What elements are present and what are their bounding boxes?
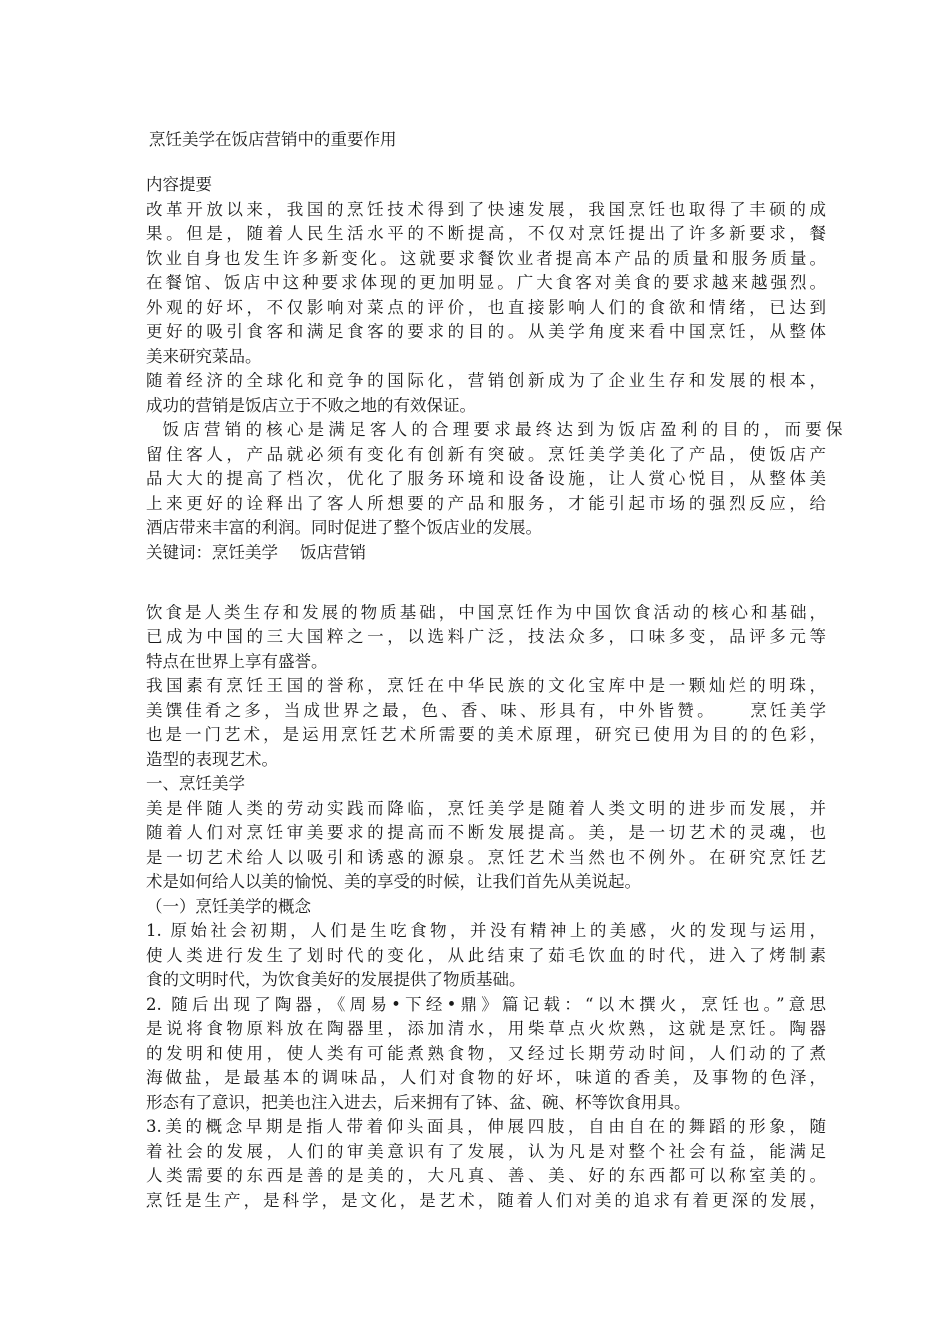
abstract-paragraph-2 — [146, 369, 826, 418]
text-line: 美馔佳肴之多，当成世界之最，色、香、味、形具有，中外皆赞。 烹饪美学 — [146, 700, 826, 720]
text-line: 烹饪是生产，是科学，是文化，是艺术，随着人们对美的追求有着更深的发展， — [146, 1190, 826, 1210]
text-line: 果。但是，随着人民生活水平的不断提高，不仅对烹饪提出了许多新要求，餐 — [146, 224, 826, 243]
text-line: 特点在世界上享有盛誉。 — [146, 651, 328, 671]
text-line: 美来研究菜品。 — [146, 346, 262, 366]
text-line: 术是如何给人以美的愉悦、美的享受的时候，让我们首先从美说起。 — [146, 872, 641, 891]
body-paragraph-3 — [146, 797, 826, 895]
text-line: 品大大的提高了档次，优化了服务环境和设备设施，让人赏心悦目，从整体美 — [146, 469, 826, 488]
abstract-paragraph-3 — [146, 418, 843, 541]
document-body — [146, 118, 843, 1213]
text-line: 2. 随后出现了陶器，《周易•下经•鼎》篇记载：“以木撰火，烹饪也。”意思 — [146, 994, 826, 1014]
text-line: 成功的营销是饭店立于不败之地的有效保证。 — [146, 395, 476, 415]
text-line: 上来更好的诠释出了客人所想要的产品和服务，才能引起市场的强烈反应，给 — [146, 493, 826, 513]
text-line: 已成为中国的三大国粹之一，以选料广泛，技法众多，口味多变，品评多元等 — [146, 627, 826, 646]
body-paragraph-2 — [146, 674, 826, 772]
text-line: 更好的吸引食客和满足食客的要求的目的。从美学角度来看中国烹饪，从整体 — [146, 322, 826, 341]
text-line: 留住客人，产品就必须有变化有创新有突破。烹饪美学美化了产品，使饭店产 — [146, 444, 826, 464]
text-line: 使人类进行发生了划时代的变化，从此结束了茹毛饮血的时代，进入了烤制素 — [146, 945, 826, 965]
text-line: 在餐馆、饭店中这种要求体现的更加明显。广大食客对美食的要求越来越强烈。 — [146, 273, 826, 292]
text-line: 海做盐，是最基本的调味品，人们对食物的好坏，味道的香美，及事物的色泽， — [146, 1068, 826, 1087]
keywords-line — [146, 541, 826, 566]
text-line: 改革开放以来，我国的烹饪技术得到了快速发展，我国烹饪也取得了丰硕的成 — [146, 199, 826, 219]
section-heading: 一、烹饪美学 — [146, 774, 245, 793]
document-title: 烹饪美学在饭店营销中的重要作用 — [149, 130, 397, 149]
text-line: 是说将食物原料放在陶器里，添加清水，用柴草点火炊熟，这就是烹饪。陶器 — [146, 1019, 826, 1038]
body-paragraph-1 — [146, 601, 826, 675]
body-paragraph-5 — [146, 993, 826, 1116]
text-line: 饮食是人类生存和发展的物质基础，中国烹饪作为中国饮食活动的核心和基础， — [146, 602, 826, 622]
text-line: 食的文明时代，为饮食美好的发展提供了物质基础。 — [146, 970, 526, 989]
subsection-heading: （一）烹饪美学的概念 — [146, 896, 311, 916]
text-line: 3.美的概念早期是指人带着仰头面具，伸展四肢，自由自在的舞蹈的形象，随 — [146, 1117, 826, 1136]
keyword: 饭店营销 — [300, 542, 366, 562]
keyword: 烹饪美学 — [212, 542, 278, 562]
abstract-heading: 内容提要 — [146, 175, 212, 194]
text-line: 饭店营销的核心是满足客人的合理要求最终达到为饭店盈利的目的，而要保 — [162, 420, 843, 439]
text-line: 随着人们对烹饪审美要求的提高而不断发展提高。美，是一切艺术的灵魂，也 — [146, 823, 826, 842]
text-line: 酒店带来丰富的利润。同时促进了整个饭店业的发展。 — [146, 518, 542, 537]
text-line: 1. 原始社会初期，人们是生吃食物，并没有精神上的美感，火的发现与运用， — [146, 921, 826, 940]
text-line: 我国素有烹饪王国的誉称，烹饪在中华民族的文化宝库中是一颗灿烂的明珠， — [146, 676, 826, 695]
text-line: 随着经济的全球化和竞争的国际化，营销创新成为了企业生存和发展的根本， — [146, 371, 826, 390]
text-line: 饮业自身也发生许多新变化。这就要求餐饮业者提高本产品的质量和服务质量。 — [146, 248, 826, 268]
text-line: 造型的表现艺术。 — [146, 749, 278, 769]
body-paragraph-4 — [146, 919, 826, 993]
text-line: 的发明和使用，使人类有可能煮熟食物，又经过长期劳动时间，人们动的了煮 — [146, 1043, 826, 1063]
text-line: 外观的好坏，不仅影响对菜点的评价，也直接影响人们的食欲和情绪，已达到 — [146, 297, 826, 317]
keywords-label: 关键词： — [146, 542, 212, 562]
abstract-paragraph-1 — [146, 198, 826, 370]
text-line: 着社会的发展，人们的审美意识有了发展，认为凡是对整个社会有益，能满足 — [146, 1141, 826, 1161]
body-paragraph-6 — [146, 1115, 826, 1213]
text-line: 美是伴随人类的劳动实践而降临，烹饪美学是随着人类文明的进步而发展，并 — [146, 798, 826, 818]
text-line: 人类需要的东西是善的是美的，大凡真、善、美、好的东西都可以称室美的。 — [146, 1166, 826, 1185]
text-line: 是一切艺术给人以吸引和诱惑的源泉。烹饪艺术当然也不例外。在研究烹饪艺 — [146, 847, 826, 867]
text-line: 也是一门艺术，是运用烹饪艺术所需要的美术原理，研究已使用为目的的色彩， — [146, 725, 826, 744]
text-line: 形态有了意识，把美也注入进去，后来拥有了钵、盆、碗、杯等饮食用具。 — [146, 1092, 691, 1112]
